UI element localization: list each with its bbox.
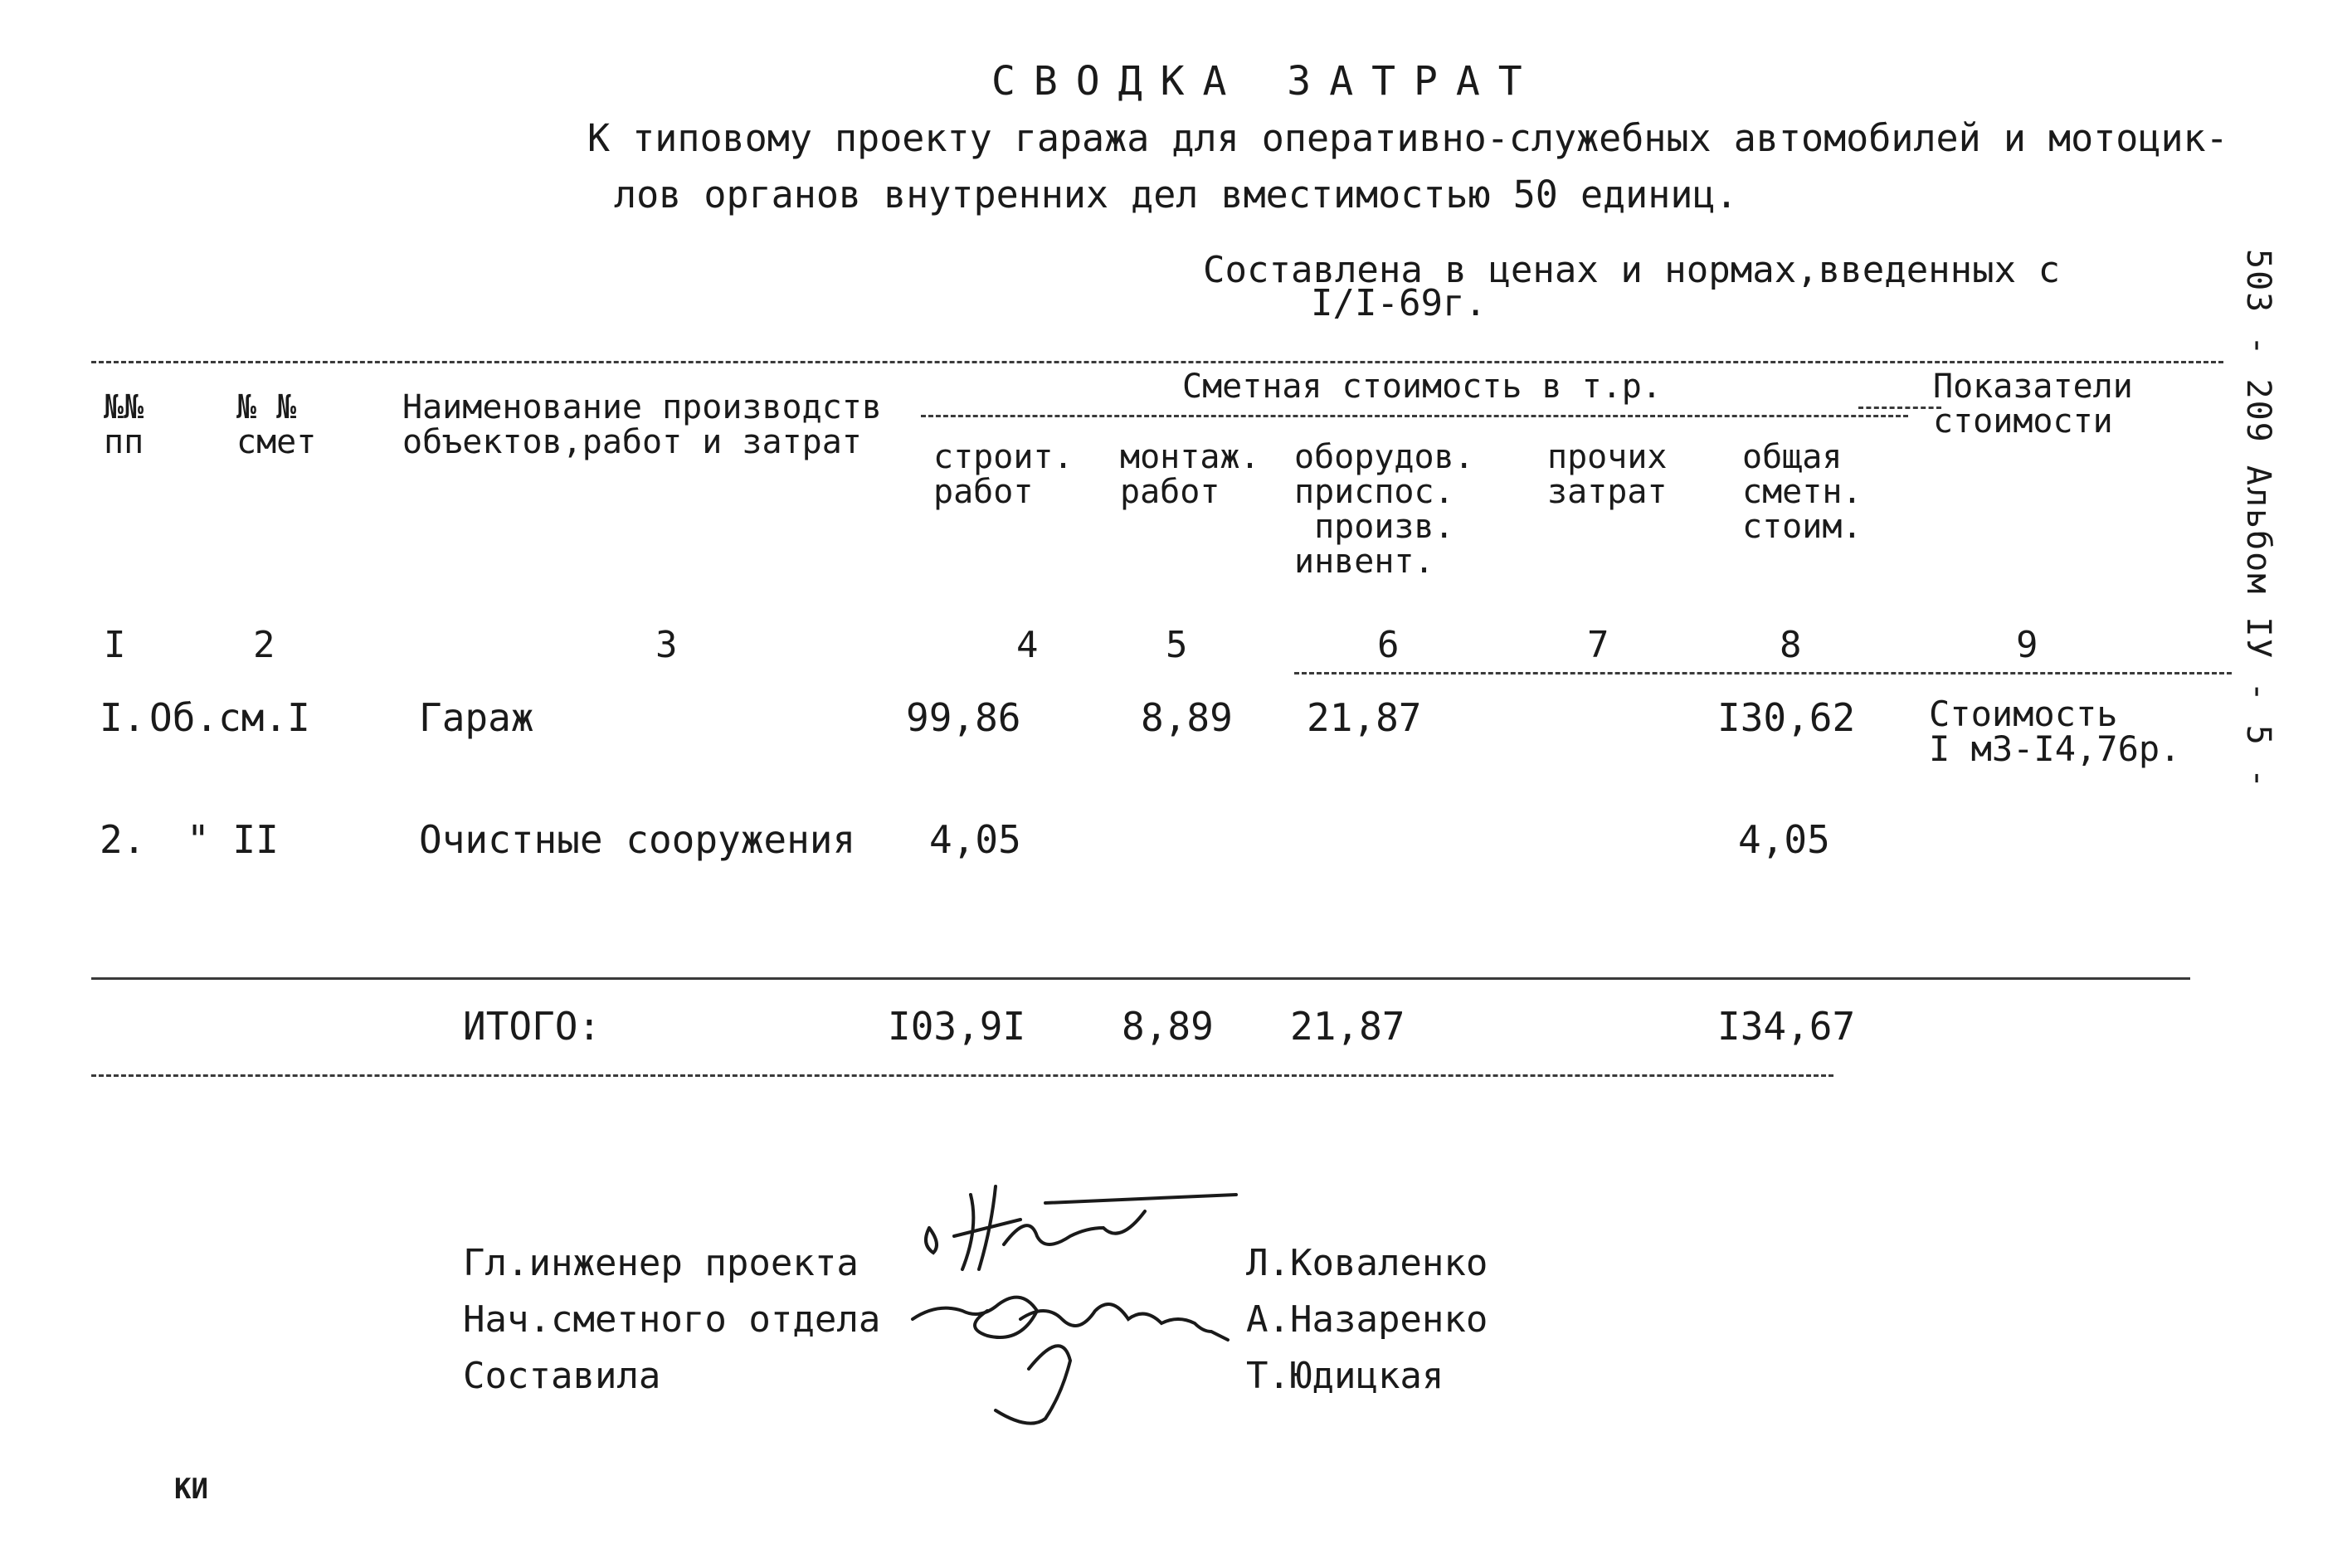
total-label: ИТОГО: [463, 1004, 601, 1049]
column-numbers-rule [1294, 672, 2232, 674]
group-header-rule-right [1858, 407, 1941, 409]
column-number-9: 9 [2016, 624, 2038, 666]
column-number-3: 3 [655, 624, 678, 666]
column-number-6: 6 [1377, 624, 1400, 666]
total-equipment: 21,87 [1290, 1004, 1405, 1049]
signature-name-kovalenko: Л.Коваленко [1246, 1242, 1488, 1284]
row1-construction: 99,86 [906, 695, 1021, 740]
row2-estimate: " II [187, 817, 279, 862]
header-estimate-number: № № смет [236, 388, 317, 461]
row2-total: 4,05 [1738, 817, 1830, 862]
document-title: СВОДКА ЗАТРАТ [991, 58, 1541, 105]
row1-name: Гараж [419, 695, 534, 740]
total-top-rule [91, 977, 2190, 980]
signature-name-yuditskaya: Т.Юдицкая [1246, 1355, 1444, 1397]
column-number-5: 5 [1166, 624, 1188, 666]
column-number-2: 2 [253, 624, 275, 666]
column-number-8: 8 [1780, 624, 1802, 666]
row1-equipment: 21,87 [1307, 695, 1422, 740]
header-total-estimated-cost: общая сметн. стоим. [1742, 438, 1863, 546]
row2-name: Очистные сооружения [419, 817, 856, 862]
handwritten-signatures [896, 1178, 1244, 1444]
prices-note-line-2: I/I-69г. [1311, 282, 1487, 324]
row1-total: I30,62 [1717, 695, 1856, 740]
signature-role-estimate-head: Нач.сметного отдела [463, 1298, 881, 1341]
signature-name-nazarenko: А.Назаренко [1246, 1298, 1488, 1341]
row1-installation: 8,89 [1141, 695, 1233, 740]
subtitle-line-2: лов органов внутренних дел вместимостью 50 единиц. [614, 173, 1738, 217]
row1-number: I. [100, 695, 146, 740]
row2-number: 2. [100, 817, 146, 862]
subtitle-line-1: К типовому проекту гаража для оперативно-служебных автомобилей и мотоцик- [587, 116, 2228, 160]
group-header-rule [921, 415, 1908, 417]
column-number-7: 7 [1587, 624, 1609, 666]
header-cost-indicators: Показатели стоимости [1933, 368, 2133, 441]
row1-indicators: Стоимость I м3-I4,76р. [1929, 694, 2181, 769]
side-album-label: 503 - 209 Альбом IУ - 5 - [2239, 249, 2277, 791]
prices-note-line-1: Составлена в ценах и нормах,введенных с [1203, 249, 2061, 291]
header-other-costs: прочих затрат [1547, 438, 1668, 511]
table-top-rule [91, 361, 2223, 363]
header-row-number: №№ пп [104, 388, 144, 461]
row2-construction: 4,05 [929, 817, 1021, 862]
table-bottom-rule [91, 1074, 1833, 1077]
total-sum: I34,67 [1717, 1004, 1856, 1049]
signature-role-chief-engineer: Гл.инженер проекта [463, 1242, 859, 1284]
header-construction-work: строит. работ [933, 438, 1074, 511]
archive-mark: КИ [174, 1473, 208, 1506]
row1-estimate: Об.см.I [149, 695, 310, 740]
header-estimated-cost-group: Сметная стоимость в т.р. [1182, 368, 1662, 406]
signature-role-compiled-by: Составила [463, 1355, 661, 1397]
total-construction: I03,9I [888, 1004, 1026, 1049]
header-equipment: оборудов. приспос. произв. инвент. [1294, 438, 1474, 581]
header-installation-work: монтаж. работ [1120, 438, 1260, 511]
column-number-4: 4 [1016, 624, 1039, 666]
header-object-name: Наименование производств объектов,работ и затрат [402, 388, 882, 461]
total-installation: 8,89 [1122, 1004, 1214, 1049]
column-number-1: I [104, 624, 126, 666]
